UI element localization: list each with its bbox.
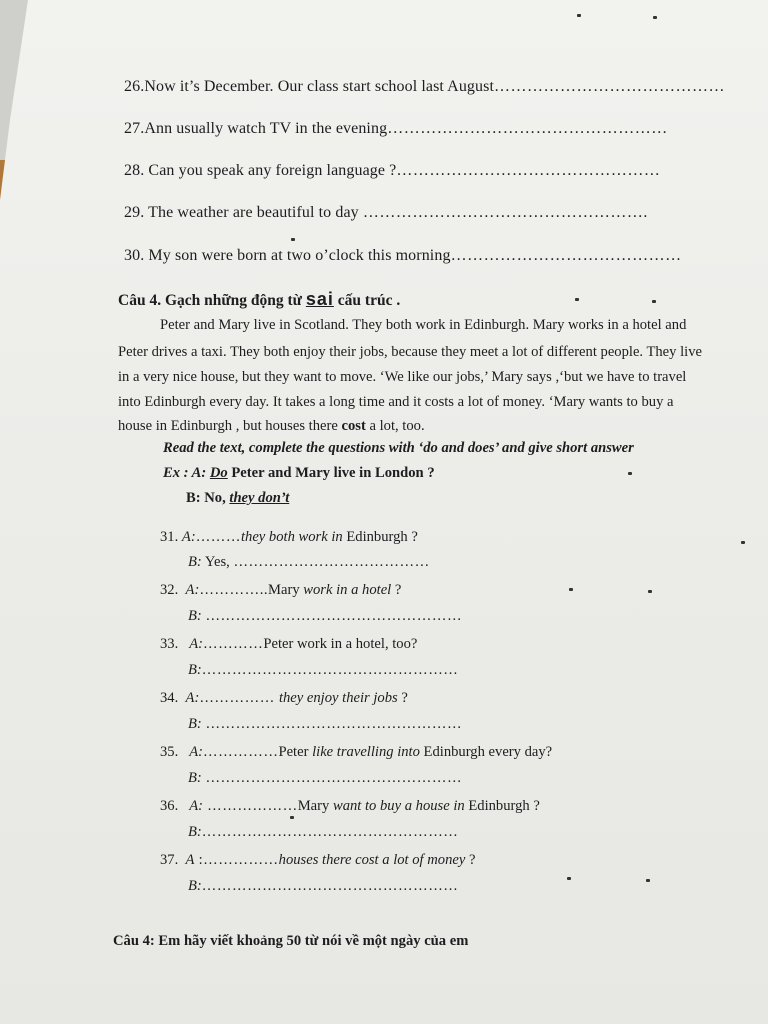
question-28: 28. Can you speak any foreign language ?…………………………………………: [124, 162, 661, 179]
exercise-37-answer[interactable]: B:……………………………………………: [188, 878, 459, 894]
question-27: 27.Ann usually watch TV in the evening……………………………………………: [124, 120, 668, 137]
speck-mark: [290, 816, 294, 819]
passage-line-4: into Edinburgh every day. It takes a long time and it costs a lot of money. ‘Mary wants to buy a: [118, 394, 674, 410]
speck-mark: [567, 877, 571, 880]
writing-prompt: Câu 4: Em hãy viết khoảng 50 từ nói về một ngày của em: [113, 933, 469, 949]
speck-mark: [652, 300, 656, 303]
exercise-33-answer[interactable]: B:……………………………………………: [188, 662, 459, 678]
question-26: 26.Now it’s December. Our class start school last August……………………………………: [124, 78, 726, 95]
exercise-31-answer[interactable]: B: Yes, …………………………………: [188, 554, 430, 570]
passage-line-5: house in Edinburgh , but houses there cost a lot, too.: [118, 418, 425, 434]
instruction-text: Read the text, complete the questions with ‘do and does’ and give short answer: [163, 440, 634, 456]
exercise-34-question: 34. A:…………… they enjoy their jobs ?: [160, 690, 408, 706]
speck-mark: [569, 588, 573, 591]
exercise-33-question: 33. A:…………Peter work in a hotel, too?: [160, 636, 418, 652]
passage-line-2: Peter drives a taxi. They both enjoy their jobs, because they meet a lot of different people. They live: [118, 344, 702, 360]
exercise-36-question: 36. A: ………………Mary want to buy a house in Edinburgh ?: [160, 798, 540, 814]
exercise-32-answer[interactable]: B: ……………………………………………: [188, 608, 463, 624]
passage-line-3: in a very nice house, but they want to move. ‘We like our jobs,’ Mary says ,‘but we have to travel: [118, 369, 687, 385]
speck-mark: [628, 472, 632, 475]
section-4-heading: Câu 4. Gạch những động từ sai cấu trúc .: [118, 289, 401, 309]
speck-mark: [653, 16, 657, 19]
exercise-35-question: 35. A:……………Peter like travelling into Edinburgh every day?: [160, 744, 553, 760]
speck-mark: [575, 298, 579, 301]
speck-mark: [741, 541, 745, 544]
exercise-36-answer[interactable]: B:……………………………………………: [188, 824, 459, 840]
speck-mark: [577, 14, 581, 17]
exercise-32-question: 32. A:…………..Mary work in a hotel ?: [160, 582, 402, 598]
speck-mark: [646, 879, 650, 882]
exercise-31-question: 31. A:………they both work in Edinburgh ?: [160, 529, 418, 545]
exercise-35-answer[interactable]: B: ……………………………………………: [188, 770, 463, 786]
example-answer: B: No, they don’t: [186, 490, 290, 506]
passage-line-1: Peter and Mary live in Scotland. They both work in Edinburgh. Mary works in a hotel and: [160, 317, 687, 333]
example-question: Ex : A: Do Peter and Mary live in London ?: [163, 465, 435, 481]
question-29: 29. The weather are beautiful to day …………………………………………….: [124, 204, 648, 221]
speck-mark: [648, 590, 652, 593]
speck-mark: [291, 238, 295, 241]
exercise-37-question: 37. A :……………houses there cost a lot of money ?: [160, 852, 476, 868]
question-30: 30. My son were born at two o’clock this morning……………………………………: [124, 247, 682, 264]
exercise-34-answer[interactable]: B: ……………………………………………: [188, 716, 463, 732]
